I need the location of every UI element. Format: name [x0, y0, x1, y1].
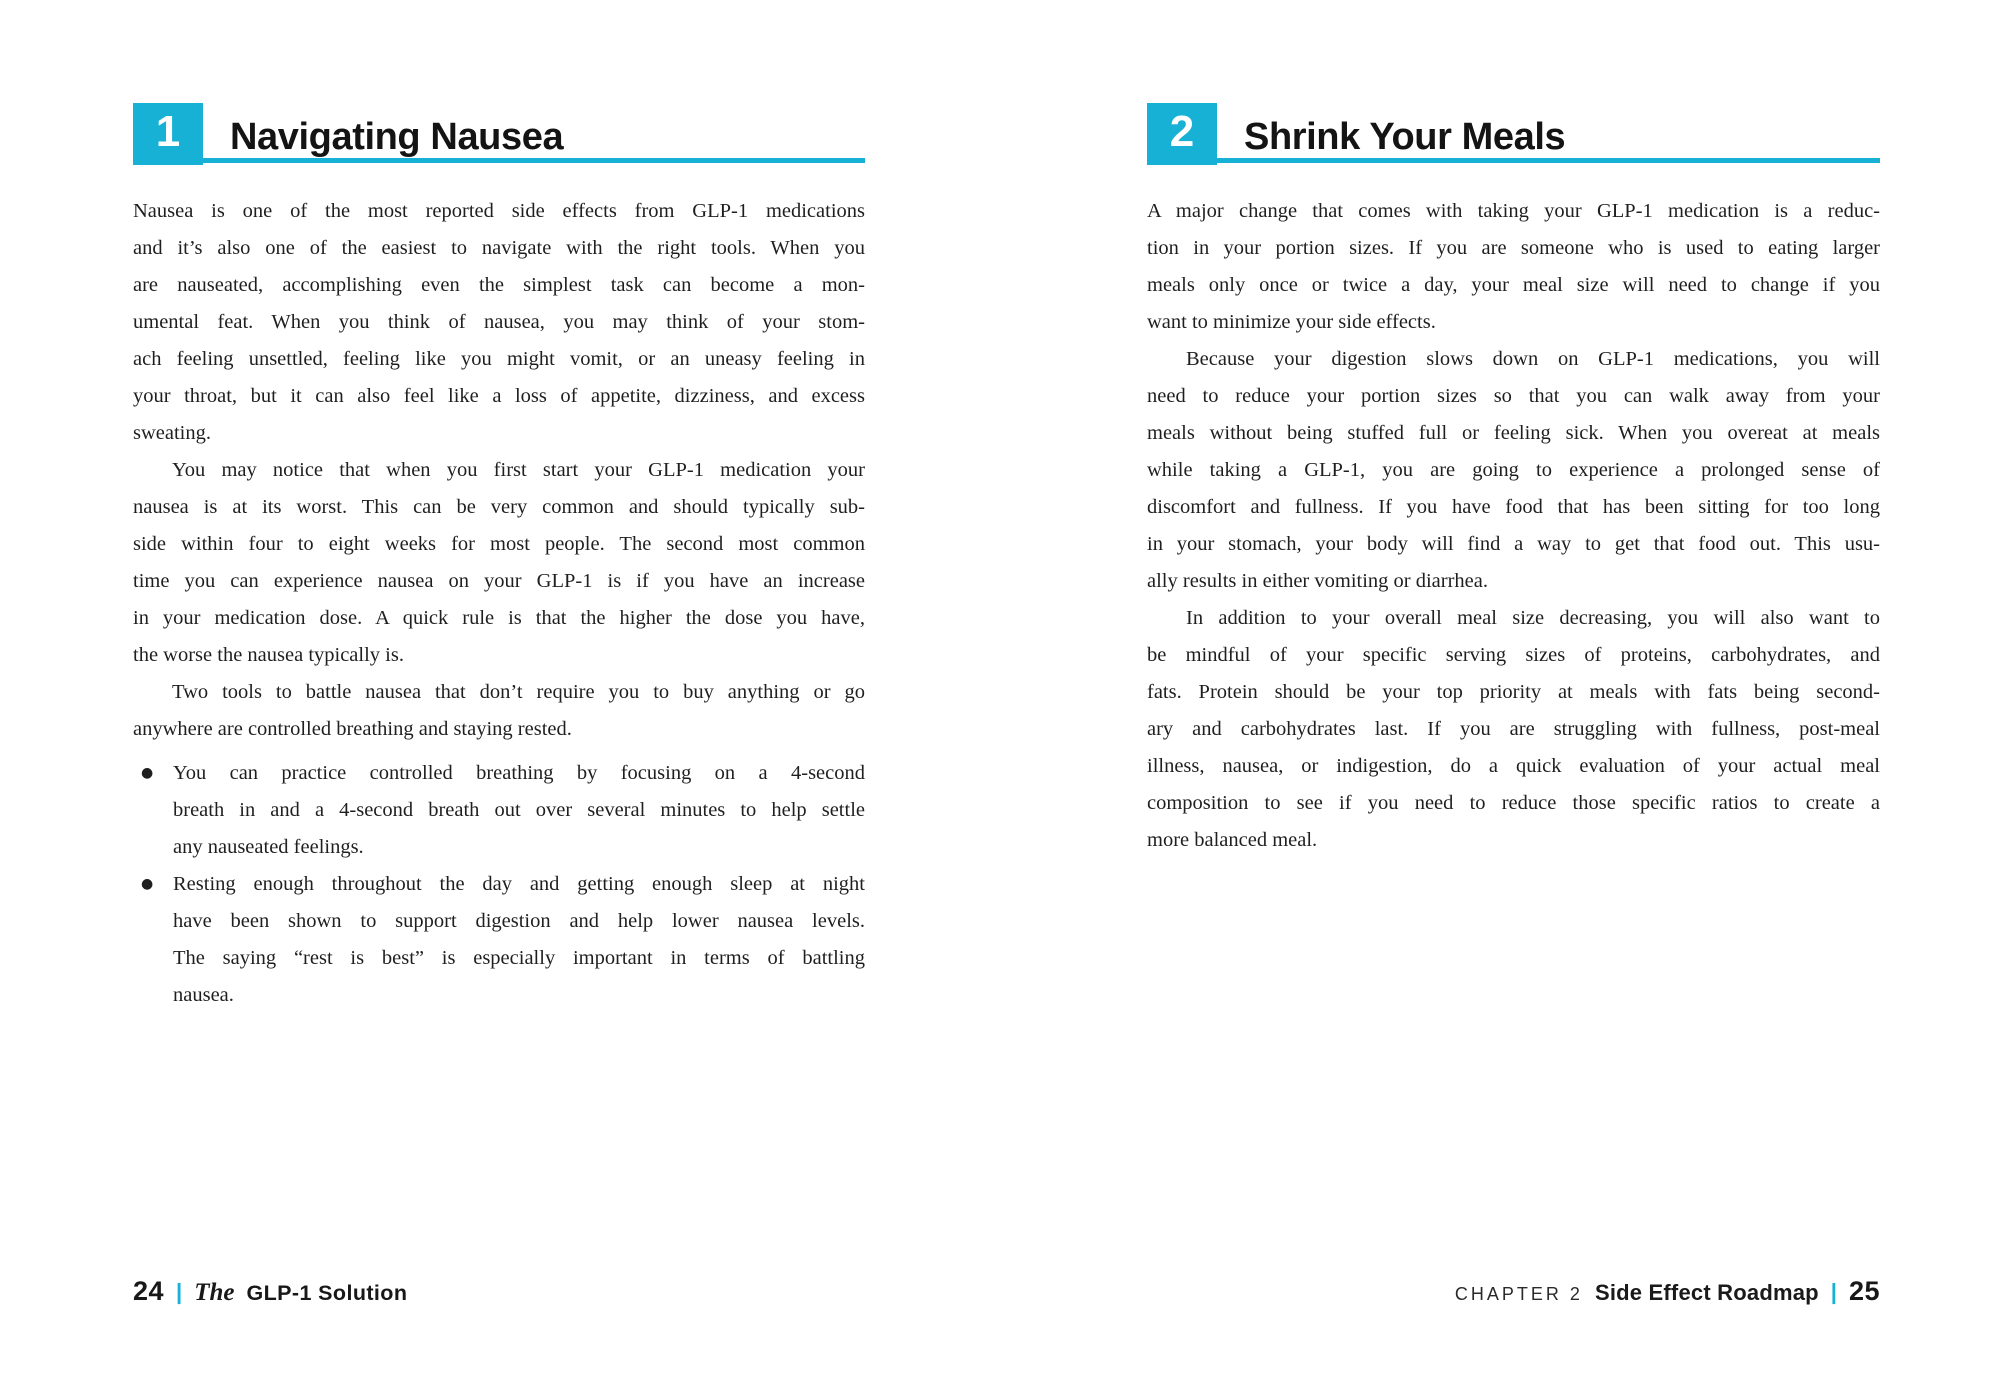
- text-line: fats. Protein should be your top priority at meals with fats being second-: [1147, 681, 1880, 703]
- chapter-label: CHAPTER 2: [1454, 1284, 1583, 1304]
- text-line: in your stomach, your body will find a way to get that food out. This usu-: [1147, 533, 1880, 555]
- section-number-box: [1147, 103, 1217, 165]
- page-number: 24: [133, 1276, 165, 1306]
- header-rule: [1147, 158, 1880, 163]
- text-line: ach feeling unsettled, feeling like you might vomit, or an uneasy feeling in: [133, 348, 865, 370]
- text-line: Because your digestion slows down on GLP-1 medications, you will: [1186, 348, 1880, 370]
- text-line: umental feat. When you think of nausea, you may think of your stom-: [133, 311, 865, 333]
- footer-left: [133, 1276, 407, 1307]
- text-line: In addition to your overall meal size decreasing, you will also want to: [1186, 607, 1880, 629]
- text-line: Resting enough throughout the day and getting enough sleep at night: [173, 873, 865, 895]
- text-line: tion in your portion sizes. If you are someone who is used to eating larger: [1147, 237, 1880, 259]
- section-header: [133, 103, 865, 165]
- body-text: [1147, 193, 1880, 859]
- paragraph: [133, 193, 865, 452]
- paragraph: [133, 452, 865, 674]
- bullet-icon: ●: [141, 765, 154, 781]
- paragraph: [1147, 600, 1880, 859]
- bullet-text: [173, 755, 865, 866]
- text-line: A major change that comes with taking your GLP-1 medication is a reduc-: [1147, 200, 1880, 222]
- book-title-prefix: The: [194, 1279, 235, 1306]
- text-line: sweating.: [133, 422, 211, 444]
- paragraph: [1147, 193, 1880, 341]
- text-line: nausea.: [173, 984, 234, 1006]
- paragraph: [133, 674, 865, 748]
- chapter-title: Side Effect Roadmap: [1594, 1280, 1819, 1305]
- section-title: Shrink Your Meals: [1244, 116, 1566, 158]
- header-rule: [133, 158, 865, 163]
- bullet-list: [133, 755, 865, 1014]
- right-page: [1000, 0, 2000, 1377]
- text-line: You may notice that when you first start your GLP-1 medication your: [172, 459, 865, 481]
- text-line: are nauseated, accomplishing even the simplest task can become a mon-: [133, 274, 865, 296]
- text-line: the worse the nausea typically is.: [133, 644, 404, 666]
- text-line: composition to see if you need to reduce those specific ratios to create a: [1147, 792, 1880, 814]
- text-line: Nausea is one of the most reported side effects from GLP-1 medications: [133, 200, 865, 222]
- bullet-item: [133, 755, 865, 866]
- text-line: have been shown to support digestion and help lower nausea levels.: [173, 910, 865, 932]
- text-line: illness, nausea, or indigestion, do a quick evaluation of your actual meal: [1147, 755, 1880, 777]
- bullet-icon: ●: [141, 876, 154, 892]
- page-number: 25: [1848, 1276, 1880, 1306]
- paragraph: [1147, 341, 1880, 600]
- text-line: want to minimize your side effects.: [1147, 311, 1436, 333]
- text-line: nausea is at its worst. This can be very common and should typically sub-: [133, 496, 865, 518]
- body-text: [133, 193, 865, 1014]
- text-line: ary and carbohydrates last. If you are struggling with fullness, post-meal: [1147, 718, 1880, 740]
- book-title: GLP-1 Solution: [246, 1281, 408, 1305]
- text-line: time you can experience nausea on your GLP-1 is if you have an increase: [133, 570, 865, 592]
- text-line: Two tools to battle nausea that don’t require you to buy anything or go: [172, 681, 865, 703]
- text-line: and it’s also one of the easiest to navigate with the right tools. When you: [133, 237, 865, 259]
- bullet-item: [133, 866, 865, 1014]
- text-line: your throat, but it can also feel like a loss of appetite, dizziness, and excess: [133, 385, 865, 407]
- text-line: meals only once or twice a day, your meal size will need to change if you: [1147, 274, 1880, 296]
- text-line: be mindful of your specific serving sizes of proteins, carbohydrates, and: [1147, 644, 1880, 666]
- footer-separator: |: [1830, 1279, 1837, 1304]
- text-line: need to reduce your portion sizes so that you can walk away from your: [1147, 385, 1880, 407]
- footer-right: [1455, 1276, 1880, 1307]
- section-number: 2: [1169, 107, 1195, 156]
- text-line: more balanced meal.: [1147, 829, 1318, 851]
- text-line: anywhere are controlled breathing and staying rested.: [133, 718, 572, 740]
- text-line: in your medication dose. A quick rule is that the higher the dose you have,: [133, 607, 865, 629]
- text-line: any nauseated feelings.: [173, 836, 364, 858]
- section-number-box: [133, 103, 203, 165]
- footer-separator: |: [176, 1279, 183, 1304]
- text-line: side within four to eight weeks for most people. The second most common: [133, 533, 865, 555]
- section-number: 1: [155, 107, 181, 156]
- section-title: Navigating Nausea: [230, 116, 564, 158]
- text-line: You can practice controlled breathing by focusing on a 4-second: [173, 762, 865, 784]
- text-line: meals without being stuffed full or feeling sick. When you overeat at meals: [1147, 422, 1880, 444]
- bullet-text: [173, 866, 865, 1014]
- text-line: while taking a GLP-1, you are going to experience a prolonged sense of: [1147, 459, 1880, 481]
- text-line: The saying “rest is best” is especially important in terms of battling: [173, 947, 865, 969]
- text-line: ally results in either vomiting or diarrhea.: [1147, 570, 1489, 592]
- text-line: discomfort and fullness. If you have food that has been sitting for too long: [1147, 496, 1880, 518]
- section-header: [1147, 103, 1880, 165]
- text-line: breath in and a 4-second breath out over several minutes to help settle: [173, 799, 865, 821]
